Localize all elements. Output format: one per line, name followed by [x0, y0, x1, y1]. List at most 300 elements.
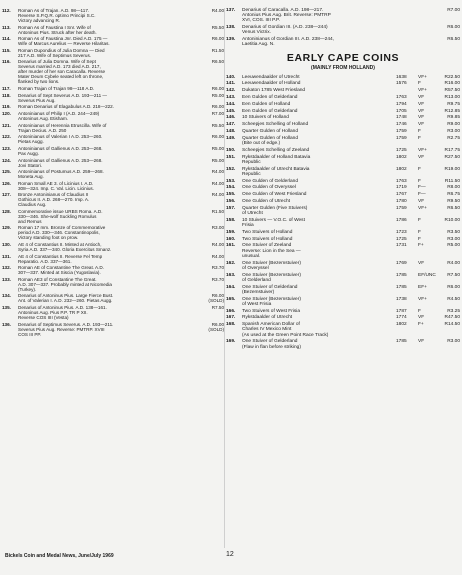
cape-coin-list	[226, 75, 460, 350]
lot-price: R5.00	[211, 92, 224, 98]
lot-price: R4.00	[211, 242, 224, 248]
lot-grade: F—	[418, 192, 426, 198]
lot-description: Denarius of Antoninus Pius. A.D. 138—161. Antoninus Aug. Pius P.P. TR P XII. Reverse COS IIII (Vesta)	[18, 305, 107, 321]
lot-number: 120.	[2, 111, 11, 117]
lot-price: R6.50	[211, 59, 224, 65]
lot-year: 1787	[396, 308, 407, 314]
lot-description: Een Gulden of Holland	[242, 101, 291, 107]
lot-year: 1786	[396, 217, 407, 223]
lot-price: R12.85	[444, 108, 460, 114]
lot-entry	[226, 155, 460, 165]
lot-grade: VF	[418, 339, 425, 345]
lot-price: R2.75	[447, 135, 460, 141]
lot-number: 150.	[226, 147, 236, 153]
lot-number: 128.	[2, 208, 11, 214]
lot-grade: F	[418, 178, 421, 184]
lot-number: 164.	[226, 284, 236, 290]
lot-entry	[2, 265, 224, 275]
lot-entry	[2, 123, 224, 133]
lot-entry	[226, 309, 460, 314]
lot-price: R9.85	[447, 115, 460, 121]
lot-year: 1638	[396, 74, 407, 80]
lot-number: 161.	[226, 243, 236, 249]
lot-description: Roman 17 mm. Bronze of Commemorative period A.D. 330—346. Constantinopolis, Victory standing foot on prow.	[18, 225, 106, 241]
lot-number: 116.	[2, 59, 11, 65]
lot-number: 160.	[226, 236, 236, 242]
lot-price: R7.00	[211, 111, 224, 117]
lot-number: 159.	[226, 229, 236, 235]
lot-description: Antoninianus of Valerian I A.D. 253—260. Pietas Augg.	[18, 134, 103, 145]
lot-entry	[226, 81, 460, 86]
section-subtitle: (MAINLY FROM HOLLAND)	[311, 64, 375, 71]
lot-entry	[2, 242, 224, 252]
lot-description: Quarter Gulden (Five Stuivers) of Utrecht	[242, 205, 308, 216]
lot-number: 139.	[226, 37, 236, 43]
lot-number: 166.	[226, 308, 236, 314]
lot-price: R6.00	[211, 36, 224, 42]
lot-price: R4.00	[211, 253, 224, 259]
lot-number: 143.	[226, 95, 236, 100]
lot-entry	[226, 8, 460, 24]
lot-entry	[226, 136, 460, 146]
lot-grade: VF	[418, 122, 425, 128]
lot-description: Scheepjes Schelling of Holland	[242, 122, 309, 128]
lot-entry	[2, 181, 224, 191]
lot-description: Two Stuivers of Holland	[242, 229, 293, 235]
lot-description: Antoninianus of Herennia Etruscilla. Wife of Trajan Decius. A.D. 250	[18, 122, 107, 133]
lot-year: 1738	[396, 296, 407, 302]
lot-number: 145.	[226, 108, 236, 114]
lot-entry	[226, 115, 460, 120]
lot-entry	[2, 146, 224, 156]
lot-price: R9.75	[447, 101, 460, 107]
lot-number: 137.	[226, 8, 236, 13]
lot-year: 1725	[396, 236, 407, 242]
lot-number: 121.	[2, 122, 11, 128]
lot-description: Een Gulden of Gelderland	[242, 95, 298, 100]
lot-price: R5.50	[211, 24, 224, 30]
lot-entry	[226, 261, 460, 271]
lot-entry	[226, 315, 460, 320]
lot-price: R4.00	[447, 260, 460, 266]
lot-price: R6.50	[447, 205, 460, 211]
lot-number: 167.	[226, 315, 236, 321]
lot-grade: VF	[418, 115, 425, 121]
lot-number: 154.	[226, 185, 236, 191]
lot-number: 127.	[2, 192, 11, 198]
lot-number: 112.	[2, 8, 11, 13]
lot-description: Denarius of Septimus Severus. A.D. 193—211. Severus Pius Aug. Reverse: PMTRP. XVIII COS III PP.	[18, 321, 114, 337]
lot-price: R7.50	[211, 305, 224, 311]
lot-grade: VF	[418, 108, 425, 114]
lot-entry	[226, 122, 460, 127]
lot-number: 169.	[226, 339, 236, 345]
lot-description: One Stuiver of Gelderland (Bezemstuiver)	[242, 284, 298, 295]
lot-number: 125.	[2, 169, 11, 175]
lot-number: 133.	[2, 276, 11, 282]
lot-year: 1780	[396, 198, 407, 204]
lot-description: Roman Trajan of Trajan 98—118 A.D.	[18, 85, 95, 91]
lot-price: R4.00	[211, 180, 224, 186]
lot-entry	[226, 167, 460, 177]
lot-description: One Gulden of Utrecht	[242, 198, 290, 204]
lot-number: 122.	[2, 134, 11, 140]
lot-description: Denarius of Sept Severus A.D. 193—211 — Severus Pius Aug.	[18, 92, 108, 103]
publication-footer: Bickels Coin and Medal News, June/July 1969	[5, 553, 114, 559]
lot-number: 157.	[226, 205, 236, 211]
lot-description: Leeuwendaalder of Holland	[242, 81, 301, 87]
lot-year: 1785	[396, 339, 407, 345]
lot-entry	[2, 209, 224, 224]
lot-grade: VF+	[418, 205, 427, 211]
lot-number: 140.	[226, 74, 236, 80]
lot-description: Antoninianus of Philip I (A.D. 244—249) Antoninus Aug. Etisham.	[18, 111, 100, 122]
lot-number: 168.	[226, 322, 236, 328]
lot-description: Antoninianus of Postumus A.D. 259—268. Moneta Aug.	[18, 169, 104, 180]
lot-price: R1.50	[211, 208, 224, 214]
lot-entry	[226, 206, 460, 216]
lot-price: R5.00	[447, 243, 460, 249]
lot-year: 1705	[396, 108, 407, 114]
lot-price: R11.50	[444, 178, 460, 184]
lot-number: 151.	[226, 154, 236, 160]
lot-description: Dukaton 1785 West Friesland	[242, 88, 306, 94]
lot-price: R13.00	[444, 95, 460, 100]
lot-description: Denarius of Julia Domna. Wife of Sept Severus married A.D. 173 died A.D. 217, after murder of her son Caracalla. Reverse Mater Deum Cybele seated left on throne, flanked by two lions.	[18, 59, 106, 85]
lot-grade: VF	[418, 260, 425, 266]
lot-number: 131.	[2, 253, 11, 259]
lot-year: 1719	[396, 185, 407, 191]
lot-price: R8.00	[447, 185, 460, 191]
lot-price: R3.00	[211, 225, 224, 231]
lot-price: R27.50	[444, 154, 460, 160]
lot-number: 156.	[226, 198, 236, 204]
lot-number: 162.	[226, 260, 236, 266]
lot-description: Bronze Antoninianus of Claudius II Gothicus II. A.D. 268—270. Imp. A. Claudius Aug.	[18, 192, 90, 208]
lot-entry	[226, 129, 460, 134]
lot-grade: F	[418, 217, 421, 223]
lot-entry	[226, 95, 460, 100]
lot-price: R10.00	[444, 217, 460, 223]
lot-price: R19.00	[444, 166, 460, 172]
lot-number: 144.	[226, 101, 236, 107]
section-heading	[226, 52, 460, 71]
lot-grade: F	[418, 308, 421, 314]
lot-grade: F—	[418, 185, 426, 191]
lot-number: 117.	[2, 85, 11, 91]
lot-entry	[2, 254, 224, 264]
lot-number: 147.	[226, 122, 236, 128]
lot-grade: EF+	[418, 284, 427, 290]
lot-entry	[2, 111, 224, 121]
lot-grade: VF+	[418, 74, 427, 80]
lot-year: 1746	[396, 122, 407, 128]
lot-year: 1763	[396, 178, 407, 184]
lot-year: 1774	[396, 315, 407, 321]
lot-grade: F	[418, 135, 421, 141]
lot-number: 155.	[226, 192, 236, 198]
lot-number: 119.	[2, 104, 11, 110]
lot-price: R4.00	[211, 169, 224, 175]
lot-grade: VF+	[418, 147, 427, 153]
column-divider	[224, 8, 225, 548]
lot-entry	[2, 8, 224, 23]
lot-number: 153.	[226, 178, 236, 184]
lot-price: R6.00	[447, 284, 460, 290]
lot-entry	[226, 179, 460, 184]
lot-description: Roman AE3 of Constantine The Great. A.D. 307—337. Probably minted at Nicomedia (Turkey).	[18, 276, 112, 292]
lot-price: R3.00	[447, 339, 460, 345]
lot-grade: F+	[418, 322, 424, 328]
lot-entry	[2, 134, 224, 144]
lot-grade: F	[418, 128, 421, 134]
lot-entry	[2, 25, 224, 35]
lot-entry	[226, 218, 460, 228]
lot-year: 1785	[396, 284, 407, 290]
lot-description: Roman As of Trajan. A.D. 98—117. Reverse S.P.Q.R. optimo Principi S.C. Victory advancing R.	[18, 8, 96, 23]
lot-description: Quarter Gulden of Holland	[242, 128, 298, 134]
lot-number: 142.	[226, 88, 236, 94]
lot-description: Denarius of Gordian III. (A.D. 238—244) Venus Victrix.	[242, 25, 328, 36]
lot-description: Antoninianus of Gallienus A.D. 253—268. Pax Augg.	[18, 145, 103, 156]
lot-description: Roman Denarius of Elagabulus A.D. 218—222.	[18, 104, 115, 110]
lot-price: R3.70	[211, 265, 224, 271]
lot-price: R6.00 (SOLD)	[208, 321, 224, 332]
lot-year: 1802	[396, 154, 407, 160]
lot-price: R1.50	[211, 47, 224, 53]
lot-price: R6.75	[447, 192, 460, 198]
lot-entry	[226, 230, 460, 235]
lot-grade: VF	[418, 315, 425, 321]
lot-description: 10 Stuivers of Holland	[242, 115, 289, 121]
lot-price: R22.50	[444, 74, 460, 80]
lot-entry	[226, 243, 460, 259]
lot-entry	[226, 199, 460, 204]
lot-price: R6.00	[211, 134, 224, 140]
lot-number: 148.	[226, 128, 236, 134]
lot-grade: F	[418, 229, 421, 235]
lot-year: 1763	[396, 95, 407, 100]
lot-number: 115.	[2, 47, 11, 53]
lot-price: R7.00	[447, 8, 460, 13]
lot-description: 10 Stuivers — V.O.C. of West Frisia	[242, 217, 305, 228]
lot-description: Rykstdaalder of Utrecht	[242, 315, 293, 321]
lot-entry	[226, 322, 460, 338]
lot-year: 1785	[396, 272, 407, 278]
lot-grade: VF+	[418, 88, 427, 94]
lot-number: 158.	[226, 217, 236, 223]
lot-number: 124.	[2, 157, 11, 163]
lot-year: 1759	[396, 205, 407, 211]
lot-grade: F	[418, 166, 421, 172]
lot-description: Een Gulden of Gelderland	[242, 108, 298, 114]
lot-entry	[226, 102, 460, 107]
lot-price: R3.50	[447, 229, 460, 235]
lot-price: R5.00	[211, 145, 224, 151]
page-number: 12	[226, 551, 234, 558]
lot-entry	[2, 48, 224, 58]
lot-number: 136.	[2, 321, 11, 327]
lot-year: 1576	[396, 81, 407, 87]
lot-year: 1759	[396, 135, 407, 141]
lot-number: 134.	[2, 293, 11, 299]
lot-entry	[226, 37, 460, 47]
lot-number: 114.	[2, 36, 11, 42]
lot-price: R4.00	[211, 8, 224, 13]
lot-price: R4.50	[447, 296, 460, 302]
lot-number: 165.	[226, 296, 236, 302]
lot-description: One Stuiver of Gelderland (Flaw in flan before striking)	[242, 339, 301, 350]
lot-year: 1802	[396, 166, 407, 172]
lot-number: 152.	[226, 166, 236, 172]
lot-price: R3.25	[447, 308, 460, 314]
lot-entry	[2, 93, 224, 103]
lot-entry	[226, 237, 460, 242]
lot-price: R3.70	[211, 276, 224, 282]
lot-description: AE 4 of Constantius II. Reverse Fel Temp Reparatio. A.D. 337—361.	[18, 253, 103, 264]
lot-description: Roman Small AE 3. of Licinius I. A.D. 308—324. Imp. C. Val. Licin. Licinius.	[18, 180, 95, 191]
lot-entry	[2, 225, 224, 240]
lot-number: 123.	[2, 145, 11, 151]
lot-entry	[226, 88, 460, 93]
lot-grade: VF	[418, 198, 425, 204]
lot-entry	[226, 297, 460, 307]
lot-entry	[2, 104, 224, 109]
lot-grade: F+	[418, 243, 424, 249]
lot-price: R6.00	[211, 85, 224, 91]
lot-entry	[2, 59, 224, 84]
lot-number: 130.	[2, 242, 11, 248]
lot-price: R7.50	[447, 272, 460, 278]
lot-grade: VF	[418, 154, 425, 160]
lot-description: Commemorative issue URBS Roma. A.D. 330—346. She-wolf Suckling Romulus and Remus	[18, 208, 103, 224]
lot-description: One Stuiver (Bezemstuiver) of West Frisia	[242, 296, 301, 307]
right-column	[226, 8, 460, 351]
lot-number: 132.	[2, 265, 11, 271]
lot-description: Spanish American Dollar of Charles IV Mexico Mint (As used at the Green Point Race Track)	[242, 322, 329, 338]
lot-entry	[2, 192, 224, 207]
lot-price: R6.00 (SOLD)	[208, 293, 224, 304]
lot-number: 113.	[2, 24, 11, 30]
lot-year: 1731	[396, 243, 407, 249]
lot-grade: VF+	[418, 296, 427, 302]
lot-description: Quarter Gulden of Holland (Bite out of edge.)	[242, 135, 298, 146]
lot-year: 1759	[396, 128, 407, 134]
lot-price: R47.50	[444, 315, 460, 321]
lot-year: 1802	[396, 322, 407, 328]
lot-grade: VF	[418, 95, 425, 100]
section-title: EARLY CAPE COINS	[286, 51, 400, 64]
left-column	[2, 8, 224, 338]
lot-price: R3.00	[447, 128, 460, 134]
lot-description: Antoninianus of Gordian III. A.D. 238—244, Laetitia Aug. N.	[242, 37, 334, 48]
lot-entry	[226, 192, 460, 197]
lot-price: R3.00	[447, 236, 460, 242]
lot-entry	[226, 285, 460, 295]
lot-year: 1723	[396, 229, 407, 235]
lot-entry	[2, 293, 224, 303]
lot-description: Rykstdaalder of Utrecht Batavia Republic	[242, 166, 310, 177]
lot-number: 146.	[226, 115, 236, 121]
lot-description: Roman AE of Constantine The Great. A.D. 307—337. Minted at Siscia (Yugoslavia).	[18, 265, 104, 276]
lot-price: R17.75	[444, 147, 460, 153]
lot-description: Roman Dupondius of Julia Domna — Died 217 A.D. Wife of Septimus Severus.	[18, 47, 105, 58]
lot-entry	[2, 169, 224, 179]
lot-entry	[2, 36, 224, 46]
lot-entry	[226, 75, 460, 80]
lot-entry	[2, 158, 224, 168]
lot-description: Denarius of Caracalla. A.D. 198—217. Antonius Pius Aug. Brit. Reverse: PMTRP XVI, COS. IIII P.P.	[242, 8, 331, 24]
lot-entry	[226, 148, 460, 153]
lot-description: One Stuiver of Zeeland Reverse: Lion in the Sea — unusual.	[242, 243, 301, 259]
lot-price: R5.50	[211, 122, 224, 128]
lot-description: Roman As of Faustina Jnr. Died A.D. 175 — Wife of Marcus Aurelius — Reverse Hilaritas.	[18, 36, 110, 47]
lot-price: R5.00	[211, 157, 224, 163]
lot-year: 1725	[396, 147, 407, 153]
lot-description: Leeuwendaalder of Utrecht	[242, 74, 300, 80]
lot-year: 1767	[396, 192, 407, 198]
lot-price: R14.50	[444, 322, 460, 328]
lot-description: Antoninianus of Gallienus A.D. 253—268. Jovi Statori.	[18, 157, 103, 168]
lot-number: 129.	[2, 225, 11, 231]
lot-entry	[226, 109, 460, 114]
lot-description: One Gulden of West Friesland	[242, 192, 307, 198]
lot-price: R57.50	[444, 88, 460, 94]
lot-entry	[2, 86, 224, 91]
lot-description: Rykstdaalder of Holland Batavia Republic	[242, 154, 311, 165]
roman-coins-continued	[226, 8, 460, 48]
lot-number: 135.	[2, 305, 11, 311]
lot-price: R9.50	[447, 198, 460, 204]
lot-description: One Gulden of Overyssel	[242, 185, 296, 191]
lot-grade: F	[418, 81, 421, 87]
lot-entry	[2, 305, 224, 320]
lot-description: Two Stuivers of Holland	[242, 236, 293, 242]
lot-grade: VF	[418, 101, 425, 107]
lot-entry	[226, 339, 460, 349]
lot-entry	[226, 273, 460, 283]
lot-description: Roman As of Faustina I Snr. Wife of Antoninus Pius. Struck after her death.	[18, 24, 97, 35]
lot-year: 1748	[396, 115, 407, 121]
lot-entry	[2, 322, 224, 337]
lot-description: One Gulden of Gelderland	[242, 178, 299, 184]
lot-description: Two Stuivers of West Frisia	[242, 308, 301, 314]
lot-year: 1769	[396, 260, 407, 266]
lot-grade: EF/UNC	[418, 272, 436, 278]
lot-price: R6.00	[211, 104, 224, 110]
lot-price: R6.50	[447, 37, 460, 43]
lot-price: R4.00	[211, 192, 224, 198]
lot-number: 138.	[226, 25, 236, 31]
lot-number: 149.	[226, 135, 236, 141]
lot-entry	[226, 25, 460, 35]
lot-number: 141.	[226, 81, 236, 87]
lot-entry	[2, 277, 224, 292]
lot-description: AE 4 of Constantius II. Minted at Antioch, Syria A.D. 337—340. Gloria Exercitus Smanz.	[18, 242, 112, 253]
lot-price: R6.00	[447, 25, 460, 31]
lot-description: Denarius of Antoninus Pius. Large Fierce Bust. Ant. of Valerian I. A.D. 232—260. Pietas Augg.	[18, 293, 114, 304]
lot-grade: F	[418, 236, 421, 242]
lot-year: 1794	[396, 101, 407, 107]
lot-number: 118.	[2, 92, 11, 98]
lot-description: One Stuiver (Bezemstuiver) of Overyssel	[242, 260, 301, 271]
lot-number: 163.	[226, 272, 236, 278]
lot-description: Scheepjes Schelling of Zeeland	[242, 147, 310, 153]
lot-entry	[226, 185, 460, 190]
lot-description: One Stuiver (Bezemstuiver) of Gelderland	[242, 272, 301, 283]
lot-price: R16.00	[444, 81, 460, 87]
lot-number: 126.	[2, 180, 11, 186]
